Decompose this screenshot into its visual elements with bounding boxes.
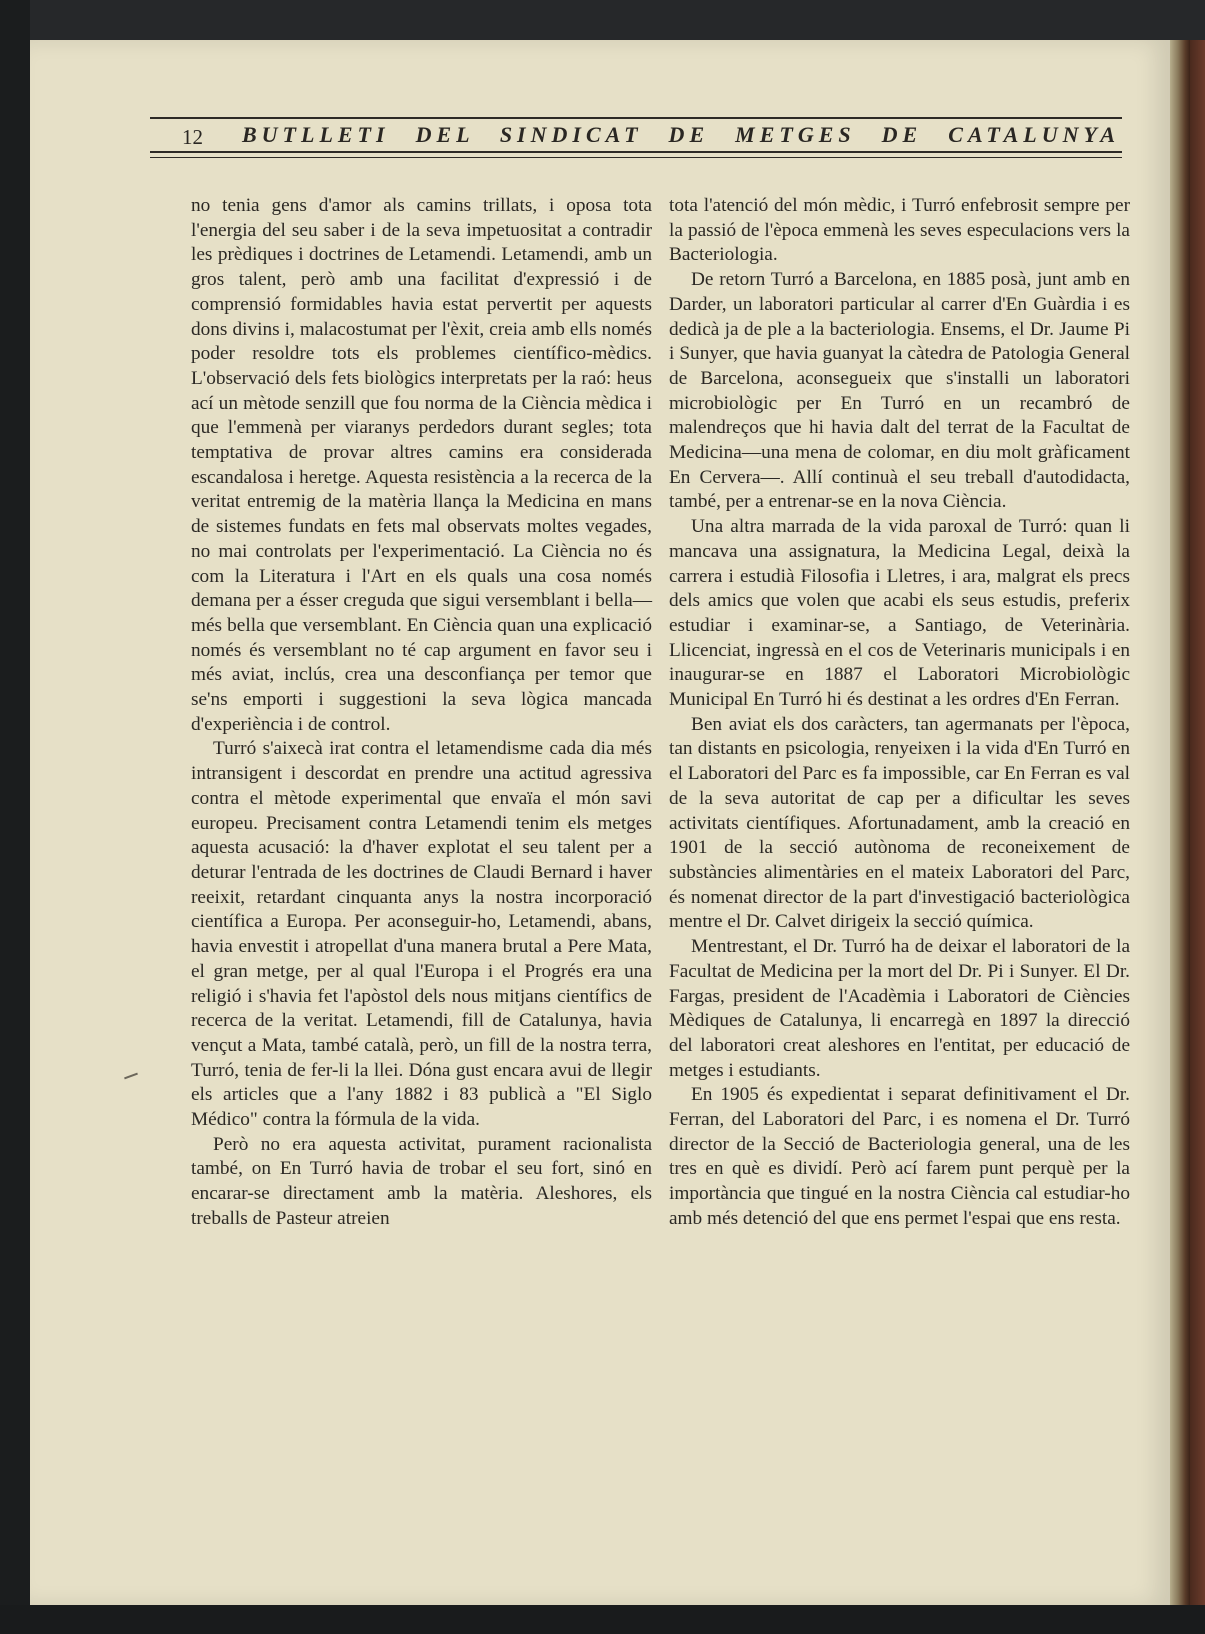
background-bottom — [0, 1605, 1205, 1634]
page-edge — [1170, 40, 1190, 1605]
paragraph: Ben aviat els dos caràcters, tan agermanats per l'època, tan distants en psicologia, renyeixen i la vida d'En Turró en el Laboratori del Parc es fa impossible, car En Ferran es val de la seva autoritat de cap per a dificultar les seves activitats científiques. Afortunadament, amb la creació en 1901 de la secció autònoma de reconeixement de substàncies alimentàries en el mateix Laboratori del Parc, és nomenat director de la part d'investigació bacteriològica mentre el Dr. Calvet dirigeix la secció química. — [669, 713, 1130, 933]
paragraph: Mentrestant, el Dr. Turró ha de deixar el laboratori de la Facultat de Medicina per la mort del Dr. Pi i Sunyer. El Dr. Fargas, president de l'Acadèmia i Laboratori de Ciències Mèdiques de Catalunya, li encarregà en 1897 la direcció del laboratori creat aleshores en l'entitat, per educació de metges i estudiants. — [669, 936, 1130, 1081]
page-number: 12 — [182, 125, 203, 149]
paragraph: tota l'atenció del món mèdic, i Turró enfebrosit sempre per la passió de l'època emmenà les seves especulacions vers la Bacteriologia. — [669, 195, 1130, 266]
header-rule-bottom — [150, 151, 1122, 153]
paragraph: Però no era aquesta activitat, purament racionalista també, on En Turró havia de trobar el seu fort, sinó en encarar-se directament amb la matèria. Aleshores, els treballs de Pasteur atreien — [191, 1133, 652, 1229]
paragraph: no tenia gens d'amor als camins trillats, i oposa tota l'energia del seu saber i de la seva impetuositat a contradir les prèdiques i doctrines de Letamendi. Letamendi, amb un gros talent, però amb una facilitat d'expressió i de comprensió formidables havia estat pervertit per aquests dons divins i, malacostumat per l'èxit, creia amb ells només poder resoldre tots els problemes científico-mèdics. L'observació dels fets biològics interpretats per la raó: heus ací un mètode senzill que fou norma de la Ciència mèdica i que l'emmenà per viaranys perdedors durant segles; tota temptativa de provar altres camins era considerada escandalosa i heretge. Aquesta resistència a la recerca de la veritat entremig de la matèria llança la Medicina en mans de sistemes fundats en fets mal observats moltes vegades, no mai controlats per l'experimentació. La Ciència no és com la Literatura i l'Art en els quals una cosa només demana per a ésser creguda que sigui versemblant i bella—més bella que versemblant. En Ciència quan una explicació només és versemblant no té cap argument en favor seu i més aviat, inclús, crea una desconfiança per temor que se'ns emporti i suggestioni la seva lògica mancada d'experiència i de control. — [191, 195, 652, 735]
text-column-right — [669, 194, 1130, 1232]
background-top — [0, 0, 1205, 45]
paragraph: En 1905 és expedientat i separat definitivament el Dr. Ferran, del Laboratori del Parc, i es nomena el Dr. Turró director de la Secció de Bacteriologia general, una de les tres en què es dividí. Però ací farem punt perquè per la importància que tingué en la nostra Ciència cal estudiar-ho amb més detenció del que ens permet l'espai que ens resta. — [669, 1084, 1130, 1229]
background-left — [0, 0, 30, 1634]
running-title: BUTLLETI DEL SINDICAT DE METGES DE CATALUNYA — [242, 122, 1120, 147]
header-rule-thin — [150, 157, 1122, 158]
paragraph: Turró s'aixecà irat contra el letamendisme cada dia més intransigent i descordat en prendre una actitud agressiva contra el mètode experimental que envaïa el món savi europeu. Precisament contra Letamendi tenim els metges aquesta acusació: la d'haver explotat el seu talent per a deturar l'entrada de les doctrines de Claudi Bernard i haver reeixit, retardant cinquanta anys la nostra incorporació científica a Europa. Per aconseguir-ho, Letamendi, abans, havia envestit i atropellat d'una manera brutal a Pere Mata, el gran metge, per al qual l'Europa i el Progrés era una religió i s'havia fet l'apòstol dels nous mitjans científics de recerca de la veritat. Letamendi, fill de Catalunya, havia vençut a Mata, també català, però, un fill de la nostra terra, Turró, tenia de fer-li la llei. Dóna gust encara avui de llegir els articles que a l'any 1882 i 83 publicà a "El Siglo Médico" contra la fórmula de la vida. — [191, 738, 652, 1131]
running-header — [150, 119, 1122, 151]
paragraph: Una altra marrada de la vida paroxal de Turró: quan li mancava una assignatura, la Medicina Legal, deixà la carrera i estudià Filosofia i Lletres, i ara, malgrat els precs dels amics que volen que acabi els seus estudis, preferix estudiar i examinar-se, a Santiago, de Veterinària. Llicenciat, ingressà en el cos de Veterinaris municipals i en inaugurar-se en 1887 el Laboratori Microbiològic Municipal En Turró hi és destinat a les ordres d'En Ferran. — [669, 516, 1130, 711]
paragraph: De retorn Turró a Barcelona, en 1885 posà, junt amb en Darder, un laboratori particular al carrer d'En Guàrdia i es dedicà ja de ple a la bacteriologia. Ensems, el Dr. Jaume Pi i Sunyer, que havia guanyat la càtedra de Patologia General de Barcelona, aconsegueix que s'installi un laboratori microbiològic per En Turró en un recambró de malendreços que hi havia dalt del terrat de la Facultat de Medicina—una mena de colomar, en diu molt gràficament En Cervera—. Allí continuà el seu treball d'autodidacta, també, per a entrenar-se en la nova Ciència. — [669, 269, 1130, 513]
book-spine — [1190, 40, 1205, 1605]
text-column-left — [191, 194, 652, 1232]
